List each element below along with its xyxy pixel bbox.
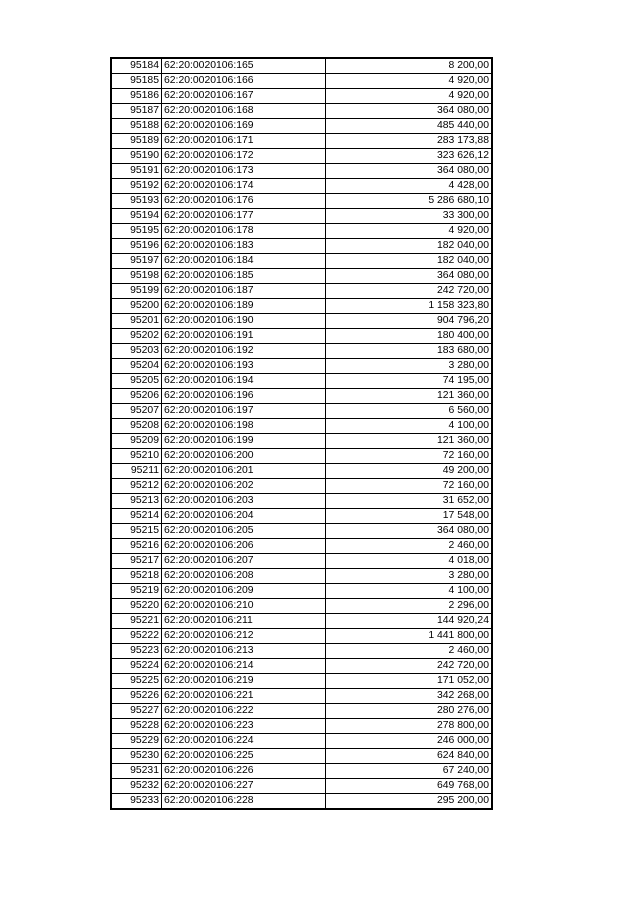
cadastral-number-cell: 62:20:0020106:184 [162, 254, 326, 269]
value-cell: 171 052,00 [326, 674, 492, 689]
value-cell: 323 626,12 [326, 149, 492, 164]
cadastral-number-cell: 62:20:0020106:197 [162, 404, 326, 419]
cadastral-number-cell: 62:20:0020106:199 [162, 434, 326, 449]
cadastral-number-cell: 62:20:0020106:208 [162, 569, 326, 584]
value-cell: 295 200,00 [326, 794, 492, 809]
row-number-cell: 95190 [112, 149, 162, 164]
row-number-cell: 95229 [112, 734, 162, 749]
table-row [112, 149, 492, 164]
table-row [112, 554, 492, 569]
table-row [112, 269, 492, 284]
value-cell: 121 360,00 [326, 389, 492, 404]
table-row [112, 689, 492, 704]
table-row [112, 569, 492, 584]
table-row [112, 59, 492, 74]
row-number-cell: 95232 [112, 779, 162, 794]
cadastral-number-cell: 62:20:0020106:187 [162, 284, 326, 299]
table-row [112, 659, 492, 674]
row-number-cell: 95231 [112, 764, 162, 779]
row-number-cell: 95230 [112, 749, 162, 764]
cadastral-number-cell: 62:20:0020106:219 [162, 674, 326, 689]
cadastral-number-cell: 62:20:0020106:167 [162, 89, 326, 104]
row-number-cell: 95202 [112, 329, 162, 344]
table-row [112, 134, 492, 149]
value-cell: 6 560,00 [326, 404, 492, 419]
table-row [112, 509, 492, 524]
cadastral-number-cell: 62:20:0020106:196 [162, 389, 326, 404]
cadastral-number-cell: 62:20:0020106:224 [162, 734, 326, 749]
row-number-cell: 95217 [112, 554, 162, 569]
row-number-cell: 95210 [112, 449, 162, 464]
cadastral-value-table [111, 58, 492, 809]
cadastral-number-cell: 62:20:0020106:165 [162, 59, 326, 74]
value-cell: 31 652,00 [326, 494, 492, 509]
value-cell: 67 240,00 [326, 764, 492, 779]
row-number-cell: 95199 [112, 284, 162, 299]
table-row [112, 629, 492, 644]
table-row [112, 779, 492, 794]
value-cell: 2 460,00 [326, 644, 492, 659]
value-cell: 72 160,00 [326, 479, 492, 494]
value-cell: 283 173,88 [326, 134, 492, 149]
table-body [112, 59, 492, 809]
row-number-cell: 95198 [112, 269, 162, 284]
cadastral-number-cell: 62:20:0020106:223 [162, 719, 326, 734]
value-cell: 72 160,00 [326, 449, 492, 464]
cadastral-number-cell: 62:20:0020106:194 [162, 374, 326, 389]
row-number-cell: 95193 [112, 194, 162, 209]
row-number-cell: 95196 [112, 239, 162, 254]
cadastral-number-cell: 62:20:0020106:203 [162, 494, 326, 509]
row-number-cell: 95233 [112, 794, 162, 809]
cadastral-number-cell: 62:20:0020106:210 [162, 599, 326, 614]
table-row [112, 389, 492, 404]
row-number-cell: 95187 [112, 104, 162, 119]
value-cell: 364 080,00 [326, 269, 492, 284]
value-cell: 1 158 323,80 [326, 299, 492, 314]
table-row [112, 419, 492, 434]
row-number-cell: 95194 [112, 209, 162, 224]
value-cell: 3 280,00 [326, 569, 492, 584]
row-number-cell: 95220 [112, 599, 162, 614]
table-row [112, 614, 492, 629]
cadastral-number-cell: 62:20:0020106:176 [162, 194, 326, 209]
value-cell: 49 200,00 [326, 464, 492, 479]
cadastral-number-cell: 62:20:0020106:172 [162, 149, 326, 164]
table-row [112, 404, 492, 419]
value-cell: 4 920,00 [326, 224, 492, 239]
row-number-cell: 95219 [112, 584, 162, 599]
row-number-cell: 95186 [112, 89, 162, 104]
row-number-cell: 95189 [112, 134, 162, 149]
table-row [112, 179, 492, 194]
table-row [112, 479, 492, 494]
value-cell: 5 286 680,10 [326, 194, 492, 209]
table-row [112, 314, 492, 329]
cadastral-number-cell: 62:20:0020106:191 [162, 329, 326, 344]
value-cell: 4 018,00 [326, 554, 492, 569]
cadastral-number-cell: 62:20:0020106:192 [162, 344, 326, 359]
cadastral-number-cell: 62:20:0020106:200 [162, 449, 326, 464]
value-cell: 4 920,00 [326, 89, 492, 104]
table-row [112, 749, 492, 764]
table-row [112, 674, 492, 689]
row-number-cell: 95222 [112, 629, 162, 644]
row-number-cell: 95184 [112, 59, 162, 74]
row-number-cell: 95185 [112, 74, 162, 89]
cadastral-number-cell: 62:20:0020106:178 [162, 224, 326, 239]
cadastral-number-cell: 62:20:0020106:174 [162, 179, 326, 194]
table-row [112, 239, 492, 254]
cadastral-number-cell: 62:20:0020106:198 [162, 419, 326, 434]
cadastral-number-cell: 62:20:0020106:171 [162, 134, 326, 149]
table-row [112, 494, 492, 509]
value-cell: 1 441 800,00 [326, 629, 492, 644]
table-row [112, 539, 492, 554]
value-cell: 624 840,00 [326, 749, 492, 764]
value-cell: 4 100,00 [326, 419, 492, 434]
cadastral-number-cell: 62:20:0020106:222 [162, 704, 326, 719]
value-cell: 180 400,00 [326, 329, 492, 344]
value-cell: 2 460,00 [326, 539, 492, 554]
cadastral-number-cell: 62:20:0020106:227 [162, 779, 326, 794]
row-number-cell: 95195 [112, 224, 162, 239]
table-row [112, 329, 492, 344]
value-cell: 183 680,00 [326, 344, 492, 359]
row-number-cell: 95201 [112, 314, 162, 329]
table-row [112, 374, 492, 389]
row-number-cell: 95197 [112, 254, 162, 269]
table-row [112, 194, 492, 209]
cadastral-number-cell: 62:20:0020106:221 [162, 689, 326, 704]
table-row [112, 164, 492, 179]
table-row [112, 119, 492, 134]
row-number-cell: 95208 [112, 419, 162, 434]
table-row [112, 449, 492, 464]
value-cell: 74 195,00 [326, 374, 492, 389]
cadastral-number-cell: 62:20:0020106:177 [162, 209, 326, 224]
row-number-cell: 95215 [112, 524, 162, 539]
value-cell: 2 296,00 [326, 599, 492, 614]
row-number-cell: 95216 [112, 539, 162, 554]
table-row [112, 209, 492, 224]
table-row [112, 104, 492, 119]
cadastral-number-cell: 62:20:0020106:173 [162, 164, 326, 179]
value-cell: 33 300,00 [326, 209, 492, 224]
value-cell: 904 796,20 [326, 314, 492, 329]
value-cell: 182 040,00 [326, 239, 492, 254]
row-number-cell: 95204 [112, 359, 162, 374]
row-number-cell: 95221 [112, 614, 162, 629]
cadastral-number-cell: 62:20:0020106:211 [162, 614, 326, 629]
row-number-cell: 95211 [112, 464, 162, 479]
row-number-cell: 95209 [112, 434, 162, 449]
table-row [112, 719, 492, 734]
row-number-cell: 95212 [112, 479, 162, 494]
value-cell: 364 080,00 [326, 164, 492, 179]
cadastral-number-cell: 62:20:0020106:205 [162, 524, 326, 539]
table-row [112, 794, 492, 809]
cadastral-number-cell: 62:20:0020106:201 [162, 464, 326, 479]
row-number-cell: 95207 [112, 404, 162, 419]
row-number-cell: 95223 [112, 644, 162, 659]
value-cell: 242 720,00 [326, 659, 492, 674]
value-cell: 4 428,00 [326, 179, 492, 194]
cadastral-number-cell: 62:20:0020106:183 [162, 239, 326, 254]
table-row [112, 344, 492, 359]
table-row [112, 644, 492, 659]
table-row [112, 599, 492, 614]
row-number-cell: 95188 [112, 119, 162, 134]
value-cell: 364 080,00 [326, 524, 492, 539]
row-number-cell: 95227 [112, 704, 162, 719]
value-cell: 144 920,24 [326, 614, 492, 629]
value-cell: 246 000,00 [326, 734, 492, 749]
cadastral-number-cell: 62:20:0020106:228 [162, 794, 326, 809]
value-cell: 4 100,00 [326, 584, 492, 599]
cadastral-number-cell: 62:20:0020106:209 [162, 584, 326, 599]
table-row [112, 224, 492, 239]
value-cell: 278 800,00 [326, 719, 492, 734]
value-cell: 342 268,00 [326, 689, 492, 704]
row-number-cell: 95218 [112, 569, 162, 584]
row-number-cell: 95205 [112, 374, 162, 389]
cadastral-number-cell: 62:20:0020106:204 [162, 509, 326, 524]
table-row [112, 254, 492, 269]
cadastral-number-cell: 62:20:0020106:185 [162, 269, 326, 284]
cadastral-number-cell: 62:20:0020106:207 [162, 554, 326, 569]
value-cell: 4 920,00 [326, 74, 492, 89]
value-cell: 649 768,00 [326, 779, 492, 794]
table-row [112, 89, 492, 104]
row-number-cell: 95224 [112, 659, 162, 674]
row-number-cell: 95226 [112, 689, 162, 704]
row-number-cell: 95214 [112, 509, 162, 524]
value-cell: 17 548,00 [326, 509, 492, 524]
table-row [112, 434, 492, 449]
value-cell: 8 200,00 [326, 59, 492, 74]
cadastral-number-cell: 62:20:0020106:168 [162, 104, 326, 119]
table-row [112, 764, 492, 779]
table-row [112, 704, 492, 719]
cadastral-number-cell: 62:20:0020106:212 [162, 629, 326, 644]
value-cell: 121 360,00 [326, 434, 492, 449]
row-number-cell: 95228 [112, 719, 162, 734]
table-row [112, 284, 492, 299]
row-number-cell: 95206 [112, 389, 162, 404]
cadastral-number-cell: 62:20:0020106:213 [162, 644, 326, 659]
value-cell: 182 040,00 [326, 254, 492, 269]
cadastral-number-cell: 62:20:0020106:226 [162, 764, 326, 779]
value-cell: 242 720,00 [326, 284, 492, 299]
cadastral-number-cell: 62:20:0020106:190 [162, 314, 326, 329]
cadastral-number-cell: 62:20:0020106:206 [162, 539, 326, 554]
table-row [112, 74, 492, 89]
cadastral-number-cell: 62:20:0020106:225 [162, 749, 326, 764]
row-number-cell: 95213 [112, 494, 162, 509]
value-cell: 280 276,00 [326, 704, 492, 719]
table-row [112, 524, 492, 539]
value-cell: 364 080,00 [326, 104, 492, 119]
row-number-cell: 95192 [112, 179, 162, 194]
row-number-cell: 95225 [112, 674, 162, 689]
row-number-cell: 95203 [112, 344, 162, 359]
row-number-cell: 95200 [112, 299, 162, 314]
row-number-cell: 95191 [112, 164, 162, 179]
table-row [112, 359, 492, 374]
cadastral-number-cell: 62:20:0020106:193 [162, 359, 326, 374]
table-row [112, 734, 492, 749]
value-cell: 3 280,00 [326, 359, 492, 374]
value-cell: 485 440,00 [326, 119, 492, 134]
table-row [112, 464, 492, 479]
cadastral-number-cell: 62:20:0020106:166 [162, 74, 326, 89]
cadastral-number-cell: 62:20:0020106:214 [162, 659, 326, 674]
table-row [112, 584, 492, 599]
cadastral-number-cell: 62:20:0020106:169 [162, 119, 326, 134]
cadastral-number-cell: 62:20:0020106:202 [162, 479, 326, 494]
table-row [112, 299, 492, 314]
cadastral-number-cell: 62:20:0020106:189 [162, 299, 326, 314]
